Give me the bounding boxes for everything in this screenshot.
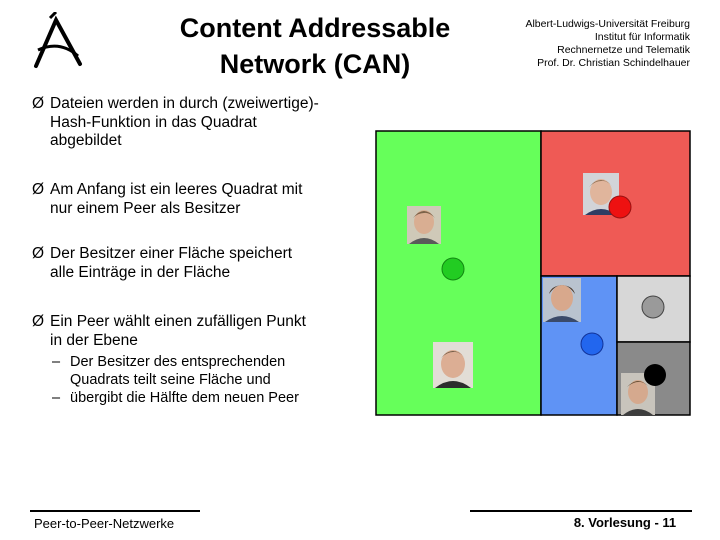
university-logo [30, 12, 88, 70]
sub-bullet-list [32, 353, 299, 407]
bullet-line: in der Ebene [50, 331, 138, 349]
bullet-line: abgebildet [50, 132, 122, 149]
title-line-2: Network (CAN) [219, 49, 411, 79]
institution-line: Albert-Ludwigs-Universität Freiburg [525, 18, 690, 30]
peer-avatar-new [433, 342, 473, 388]
institution-line: Prof. Dr. Christian Schindelhauer [537, 57, 690, 69]
peer-avatar-green [407, 206, 441, 244]
bullet-line: Ein Peer wählt einen zufälligen Punkt [50, 313, 306, 330]
footer-page-number: 8. Vorlesung - 11 [573, 515, 677, 530]
bullet-item [32, 95, 319, 151]
bullet-item [32, 245, 292, 282]
sub-bullet-line: übergibt die Hälfte dem neuen Peer [70, 390, 299, 406]
institution-block [460, 18, 690, 70]
slide-title [150, 10, 480, 82]
blue-node [581, 333, 603, 355]
bullet-item [32, 313, 306, 350]
sub-bullet-item [32, 353, 299, 389]
bullet-line: Der Besitzer einer Fläche speichert [50, 245, 293, 262]
bullet-item [32, 181, 302, 218]
green-node [442, 258, 464, 280]
sub-bullet-item [32, 389, 299, 407]
arrow-bullet-icon: Ø [32, 245, 45, 262]
arrow-bullet-icon: Ø [32, 181, 45, 198]
arrow-bullet-icon: Ø [32, 313, 45, 330]
sub-bullet-line: Der Besitzer des entsprechenden [70, 354, 286, 370]
bullet-line: nur einem Peer als Besitzer [50, 199, 241, 217]
dash-bullet: – [52, 390, 61, 406]
bullet-line: Hash-Funktion in das Quadrat [50, 113, 257, 131]
bullet-line: alle Einträge in der Fläche [50, 263, 231, 281]
peer-avatar-blue [543, 278, 581, 322]
red-node [609, 196, 631, 218]
footer-rule-right [470, 510, 692, 512]
institution-line: Rechnernetze und Telematik [557, 44, 690, 56]
bullet-line: Dateien werden in durch (zweiwertige)- [50, 95, 319, 112]
dash-bullet: – [52, 354, 61, 370]
black-node [644, 364, 666, 386]
bullet-line: Am Anfang ist ein leeres Quadrat mit [50, 181, 303, 198]
title-line-1: Content Addressable [179, 13, 451, 43]
sub-bullet-line: Quadrats teilt seine Fläche und [70, 372, 271, 388]
institution-line: Institut für Informatik [594, 31, 690, 43]
footer-rule-left [30, 510, 200, 512]
can-diagram [375, 130, 691, 416]
gray-node [642, 296, 664, 318]
arrow-bullet-icon: Ø [32, 95, 45, 112]
footer-course-name: Peer-to-Peer-Netzwerke [34, 516, 175, 531]
